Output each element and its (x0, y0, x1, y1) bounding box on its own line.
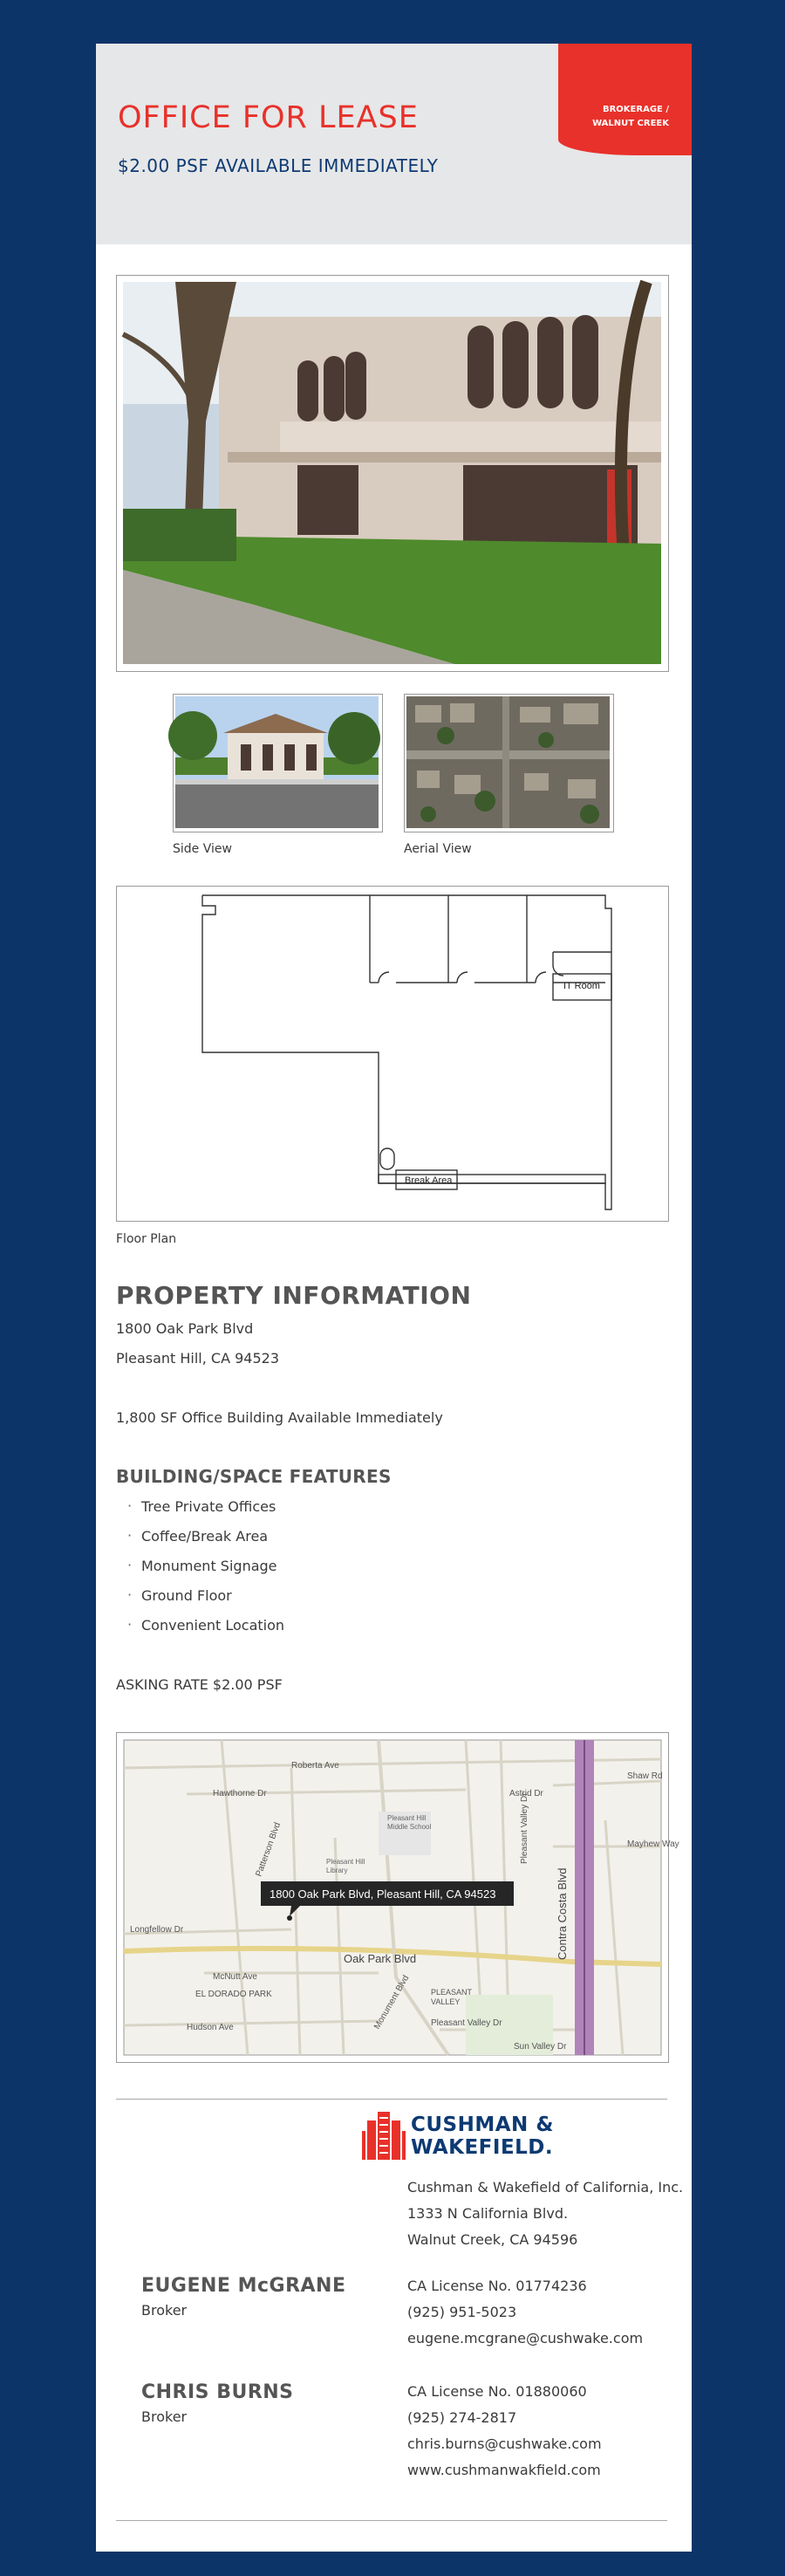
feature-bullet: · (127, 1586, 133, 1603)
broker-role: Broker (141, 2302, 188, 2319)
feature-item: Convenient Location (141, 1617, 285, 1634)
property-heading: PROPERTY INFORMATION (116, 1281, 472, 1310)
svg-text:Pleasant Valley Dr: Pleasant Valley Dr (431, 2018, 502, 2028)
feature-item: Monument Signage (141, 1558, 277, 1574)
flyer-page (96, 44, 692, 2552)
location-map[interactable] (116, 1732, 679, 2063)
side-view-caption: Side View (173, 842, 232, 856)
svg-text:Patterson Blvd: Patterson Blvd (254, 1821, 283, 1879)
aerial-view-caption: Aerial View (404, 842, 472, 856)
svg-text:Roberta Ave: Roberta Ave (291, 1761, 339, 1771)
svg-text:Hudson Ave: Hudson Ave (187, 2023, 234, 2032)
company-website-link[interactable]: www.cushmanwakfield.com (407, 2462, 601, 2478)
svg-text:Pleasant Valley Dr: Pleasant Valley Dr (520, 1792, 529, 1864)
broker-email[interactable]: eugene.mcgrane@cushwake.com (407, 2330, 644, 2346)
footer-divider (116, 2520, 667, 2521)
svg-text:Middle School: Middle School (387, 1823, 432, 1831)
asking-rate: ASKING RATE $2.00 PSF (116, 1676, 283, 1693)
company-logo (362, 2112, 571, 2164)
it-room-label: IT Room (563, 981, 600, 991)
section-divider (116, 2099, 667, 2100)
svg-text:Astrid Dr: Astrid Dr (509, 1789, 543, 1798)
floor-plan (116, 886, 669, 1222)
brokerage-tag-line2: WALNUT CREEK (592, 119, 669, 128)
feature-item: Tree Private Offices (141, 1498, 276, 1515)
page-subtitle: $2.00 PSF AVAILABLE IMMEDIATELY (118, 155, 439, 176)
page-title: OFFICE FOR LEASE (118, 100, 419, 135)
svg-text:Hawthorne Dr: Hawthorne Dr (213, 1789, 267, 1798)
broker-email[interactable]: chris.burns@cushwake.com (407, 2436, 602, 2452)
aerial-view-photo (404, 694, 614, 832)
broker-license: CA License No. 01880060 (407, 2383, 587, 2400)
company-address-line1: 1333 N California Blvd. (407, 2205, 569, 2222)
svg-text:Contra Costa Blvd: Contra Costa Blvd (556, 1867, 569, 1960)
brokerage-tag-line1: BROKERAGE / (602, 105, 669, 114)
svg-text:Mayhew Way: Mayhew Way (627, 1840, 679, 1849)
svg-text:Library: Library (326, 1867, 348, 1874)
svg-text:VALLEY: VALLEY (431, 1997, 461, 2006)
svg-text:Shaw Rd: Shaw Rd (627, 1771, 663, 1781)
building-photo (116, 275, 669, 672)
break-area-label: Break Area (405, 1175, 453, 1186)
side-view-photo (173, 694, 383, 832)
feature-bullet: · (127, 1497, 133, 1514)
broker-license: CA License No. 01774236 (407, 2278, 587, 2294)
svg-text:PLEASANT: PLEASANT (431, 1988, 473, 1997)
svg-text:Longfellow Dr: Longfellow Dr (130, 1925, 184, 1935)
feature-item: Coffee/Break Area (141, 1528, 269, 1545)
broker-name: EUGENE McGRANE (141, 2275, 346, 2297)
feature-item: Ground Floor (141, 1587, 232, 1604)
broker-role: Broker (141, 2408, 188, 2425)
feature-bullet: · (127, 1557, 133, 1573)
svg-text:McNutt Ave: McNutt Ave (213, 1972, 257, 1982)
broker-phone[interactable]: (925) 274-2817 (407, 2409, 517, 2426)
logo-building-icon (362, 2112, 406, 2160)
logo-line2: WAKEFIELD. (411, 2136, 554, 2159)
broker-name: CHRIS BURNS (141, 2381, 294, 2403)
feature-bullet: · (127, 1527, 133, 1544)
company-name: Cushman & Wakefield of California, Inc. (407, 2179, 684, 2196)
brokerage-tag (558, 44, 692, 155)
broker-phone[interactable]: (925) 951-5023 (407, 2304, 517, 2320)
svg-text:Pleasant Hill: Pleasant Hill (326, 1858, 365, 1866)
map-callout: 1800 Oak Park Blvd, Pleasant Hill, CA 94523 (270, 1887, 496, 1901)
features-heading: BUILDING/SPACE FEATURES (116, 1466, 392, 1487)
svg-text:Oak Park Blvd: Oak Park Blvd (344, 1952, 417, 1965)
property-summary: 1,800 SF Office Building Available Immediately (116, 1409, 443, 1426)
feature-bullet: · (127, 1616, 133, 1633)
svg-text:Sun Valley Dr: Sun Valley Dr (514, 2042, 567, 2052)
logo-line1: CUSHMAN & (411, 2114, 554, 2136)
property-address-line1: 1800 Oak Park Blvd (116, 1320, 254, 1337)
svg-text:Pleasant Hill: Pleasant Hill (387, 1814, 427, 1822)
svg-text:Monument Blvd: Monument Blvd (372, 1973, 412, 2031)
company-address-line2: Walnut Creek, CA 94596 (407, 2231, 578, 2248)
property-address-line2: Pleasant Hill, CA 94523 (116, 1350, 280, 1367)
floor-plan-caption: Floor Plan (116, 1232, 177, 1246)
svg-text:EL DORADO PARK: EL DORADO PARK (195, 1990, 272, 1999)
header-band (96, 44, 692, 244)
